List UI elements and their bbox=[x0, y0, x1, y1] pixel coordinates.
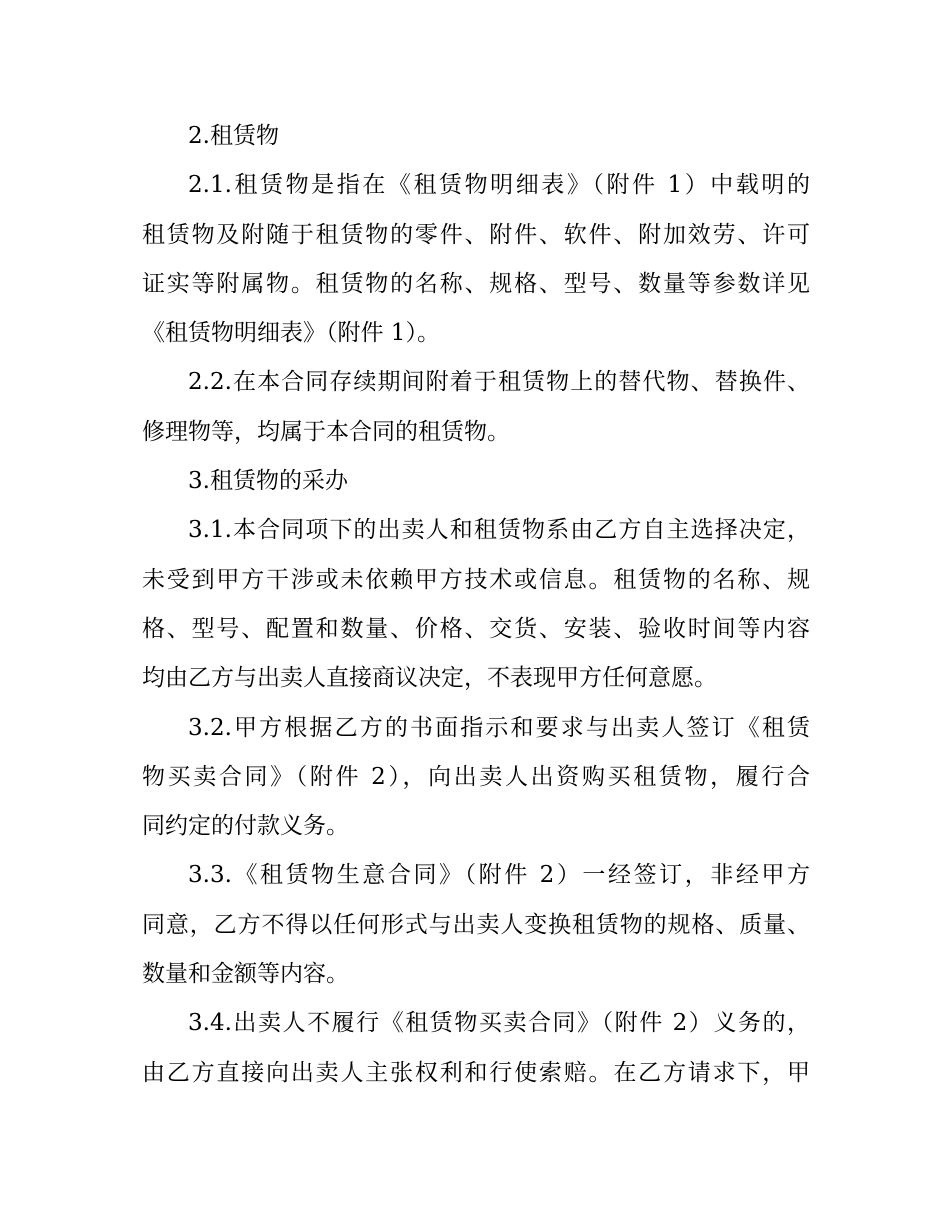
text-line: 同意，乙方不得以任何形式与出卖人变换租赁物的规格、质量、 bbox=[142, 911, 810, 938]
text-line: 物买卖合同》（附件 2），向出卖人出资购买租赁物，履行合 bbox=[142, 763, 810, 790]
text-line: 未受到甲方干涉或未依赖甲方技术或信息。租赁物的名称、规 bbox=[142, 566, 810, 593]
text-line: 同约定的付款义务。 bbox=[142, 813, 349, 840]
text-line: 由乙方直接向出卖人主张权利和行使索赔。在乙方请求下，甲 bbox=[142, 1059, 810, 1086]
text-line: 3.3.《租赁物生意合同》（附件 2）一经签订，非经甲方 bbox=[188, 862, 810, 889]
document-body bbox=[142, 112, 810, 1098]
text-line: 3.1.本合同项下的出卖人和租赁物系由乙方自主选择决定， bbox=[188, 517, 810, 544]
text-line: 2.1.租赁物是指在《租赁物明细表》（附件 1）中载明的 bbox=[188, 172, 810, 199]
text-line: 3.租赁物的采办 bbox=[188, 468, 348, 495]
text-line: 《租赁物明细表》（附件 1）。 bbox=[142, 320, 440, 347]
text-line: 2.租赁物 bbox=[188, 123, 279, 149]
text-line: 修理物等，均属于本合同的租赁物。 bbox=[142, 418, 510, 445]
text-line: 2.2.在本合同存续期间附着于租赁物上的替代物、替换件、 bbox=[188, 369, 810, 396]
text-line: 均由乙方与出卖人直接商议决定，不表现甲方任何意愿。 bbox=[142, 665, 717, 692]
text-line: 租赁物及附随于租赁物的零件、附件、软件、附加效劳、许可 bbox=[142, 221, 810, 248]
text-line: 3.4.出卖人不履行《租赁物买卖合同》（附件 2）义务的， bbox=[188, 1010, 810, 1037]
text-line: 证实等附属物。租赁物的名称、规格、型号、数量等参数详见 bbox=[142, 270, 810, 297]
text-line: 3.2.甲方根据乙方的书面指示和要求与出卖人签订《租赁 bbox=[188, 714, 810, 741]
text-line: 数量和金额等内容。 bbox=[142, 961, 349, 988]
text-line: 格、型号、配置和数量、价格、交货、安装、验收时间等内容 bbox=[142, 615, 810, 642]
